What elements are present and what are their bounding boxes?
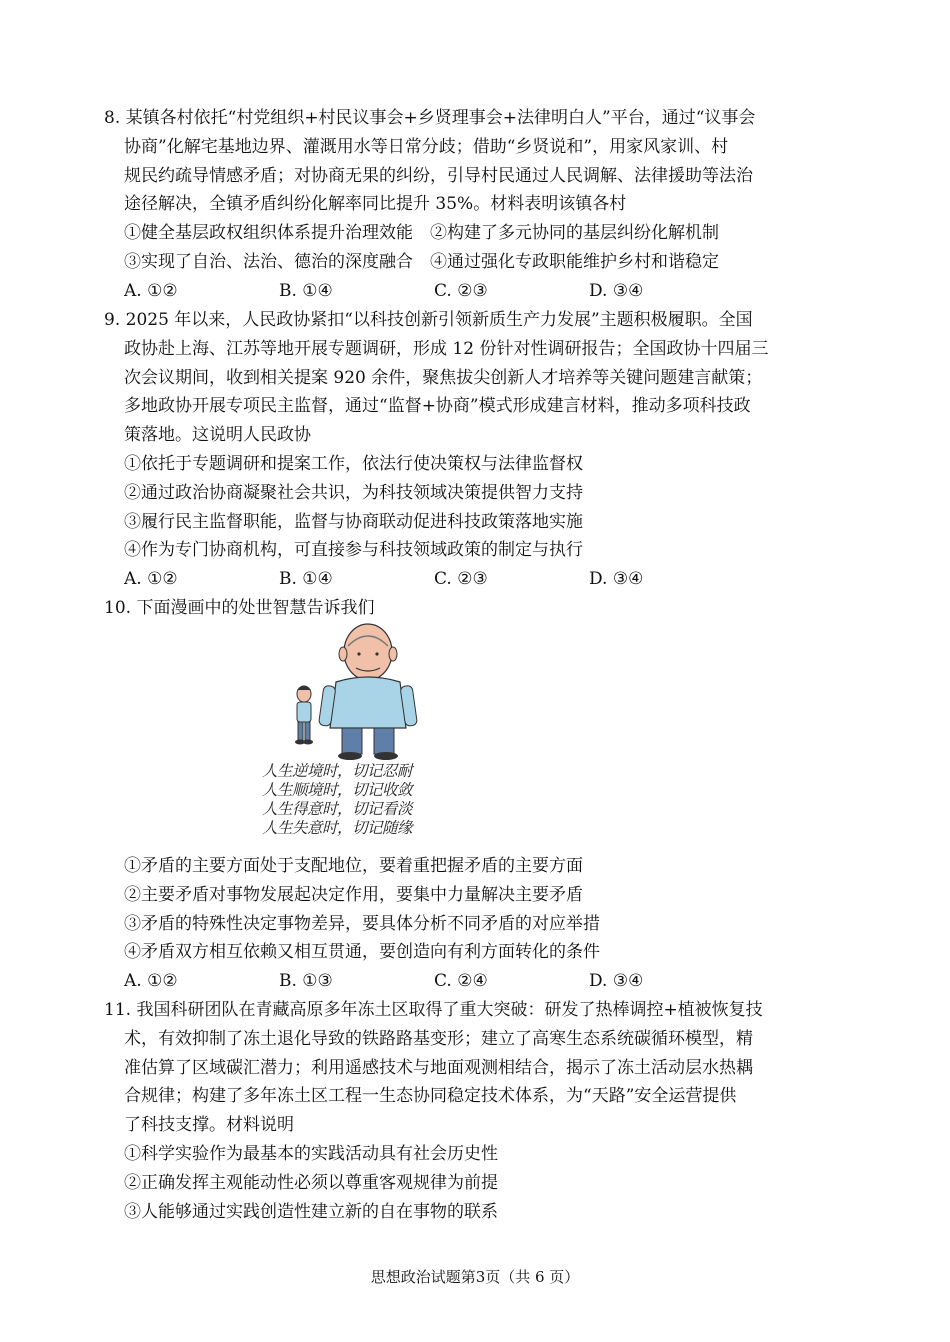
statement-option: ④矛盾双方相互依赖又相互贯通，要创造向有利方面转化的条件	[124, 942, 600, 963]
choice-a: A. ①②	[124, 971, 178, 992]
choice-d: D. ③④	[589, 280, 644, 301]
question-10-options	[104, 852, 852, 996]
statement-option: ②主要矛盾对事物发展起决定作用，要集中力量解决主要矛盾	[124, 884, 583, 905]
statement-option: ③人能够通过实践创造性建立新的自在事物的联系	[124, 1201, 498, 1222]
cartoon-caption	[262, 762, 437, 838]
choice-a: A. ①②	[124, 569, 178, 590]
question-stem-line: 9. 2025 年以来，人民政协紧扣“以科技创新引领新质生产力发展”主题积极履职。全国	[104, 310, 753, 330]
question-stem-line: 协商”化解宅基地边界、灌溉用水等日常分歧；借助“乡贤说和”，用家风家训、村	[124, 136, 729, 157]
choice-b: B. ①④	[279, 569, 333, 590]
elder-figure	[318, 624, 417, 760]
statement-option: ③实现了自治、法治、德治的深度融合 ④通过强化专政职能维护乡村和谐稳定	[124, 251, 719, 272]
statement-option: ③履行民主监督职能，监督与协商联动促进科技政策落地实施	[124, 511, 583, 532]
statement-option: ①健全基层政权组织体系提升治理效能 ②构建了多元协同的基层纠纷化解机制	[124, 223, 719, 244]
choice-b: B. ①③	[279, 971, 333, 992]
question-stem-line: 规民约疏导情感矛盾；对协商无果的纠纷，引导村民通过人民调解、法律援助等法治	[124, 165, 753, 186]
question-stem-line: 政协赴上海、江苏等地开展专题调研，形成 12 份针对性调研报告；全国政协十四届三	[124, 338, 769, 359]
statement-option: ①依托于专题调研和提案工作，依法行使决策权与法律监督权	[124, 453, 583, 474]
question-9	[104, 306, 852, 594]
question-stem-line: 合规律；构建了多年冻土区工程一生态协同稳定技术体系，为“天路”安全运营提供	[124, 1086, 737, 1107]
statement-option: ③矛盾的特殊性决定事物差异，要具体分析不同矛盾的对应举措	[124, 913, 600, 934]
question-8	[104, 104, 852, 306]
question-stem-line: 术，有效抑制了冻土退化导致的铁路路基变形；建立了高寒生态系统碳循环模型，精	[124, 1028, 753, 1049]
statement-option: ②正确发挥主观能动性必须以尊重客观规律为前提	[124, 1172, 498, 1193]
choice-c: C. ②④	[434, 971, 488, 992]
question-stem-line: 8. 某镇各村依托“村党组织+村民议事会+乡贤理事会+法律明白人”平台，通过“议事会	[104, 108, 756, 128]
choice-c: C. ②③	[434, 280, 488, 301]
statement-option: ②通过政治协商凝聚社会共识，为科技领域决策提供智力支持	[124, 482, 583, 503]
statement-option: ①矛盾的主要方面处于支配地位，要着重把握矛盾的主要方面	[124, 856, 583, 876]
statement-option: ④作为专门协商机构，可直接参与科技领域政策的制定与执行	[124, 540, 583, 561]
question-stem-line: 次会议期间，收到相关提案 920 余件，聚焦拔尖创新人才培养等关键问题建言献策；	[124, 367, 763, 388]
caption-line: 人生得意时，切记看淡	[262, 800, 413, 818]
question-stem-line: 途径解决，全镇矛盾纠纷化解率同比提升 35%。材料表明该镇各村	[124, 194, 627, 215]
answer-choices	[104, 565, 852, 594]
question-11	[104, 996, 852, 1226]
question-stem-line: 了科技支撑。材料说明	[124, 1115, 294, 1136]
question-stem-line: 准估算了区域碳汇潜力；利用遥感技术与地面观测相结合，揭示了冻土活动层水热耦	[124, 1057, 753, 1078]
question-stem-line: 多地政协开展专项民主监督，通过“监督+协商”模式形成建言材料，推动多项科技政	[124, 396, 751, 417]
choice-a: A. ①②	[124, 280, 178, 301]
choice-c: C. ②③	[434, 569, 488, 590]
question-10	[104, 594, 852, 623]
answer-choices	[104, 967, 852, 996]
statement-option: ①科学实验作为最基本的实践活动具有社会历史性	[124, 1143, 498, 1164]
answer-choices	[104, 277, 852, 306]
choice-d: D. ③④	[589, 971, 644, 992]
page-footer: 思想政治试题第3页（共 6 页）	[370, 1268, 580, 1286]
choice-b: B. ①④	[279, 280, 333, 301]
question-stem-line: 策落地。这说明人民政协	[124, 425, 311, 446]
question-stem-line: 10. 下面漫画中的处世智慧告诉我们	[104, 598, 375, 618]
question-stem-line: 11. 我国科研团队在青藏高原多年冻土区取得了重大突破：研发了热棒调控+植被恢复技	[104, 1000, 763, 1020]
caption-line: 人生顺境时，切记收敛	[262, 781, 413, 799]
caption-line: 人生逆境时，切记忍耐	[262, 762, 413, 780]
choice-d: D. ③④	[589, 569, 644, 590]
child-figure	[295, 686, 313, 745]
caption-line: 人生失意时，切记随缘	[262, 819, 413, 837]
